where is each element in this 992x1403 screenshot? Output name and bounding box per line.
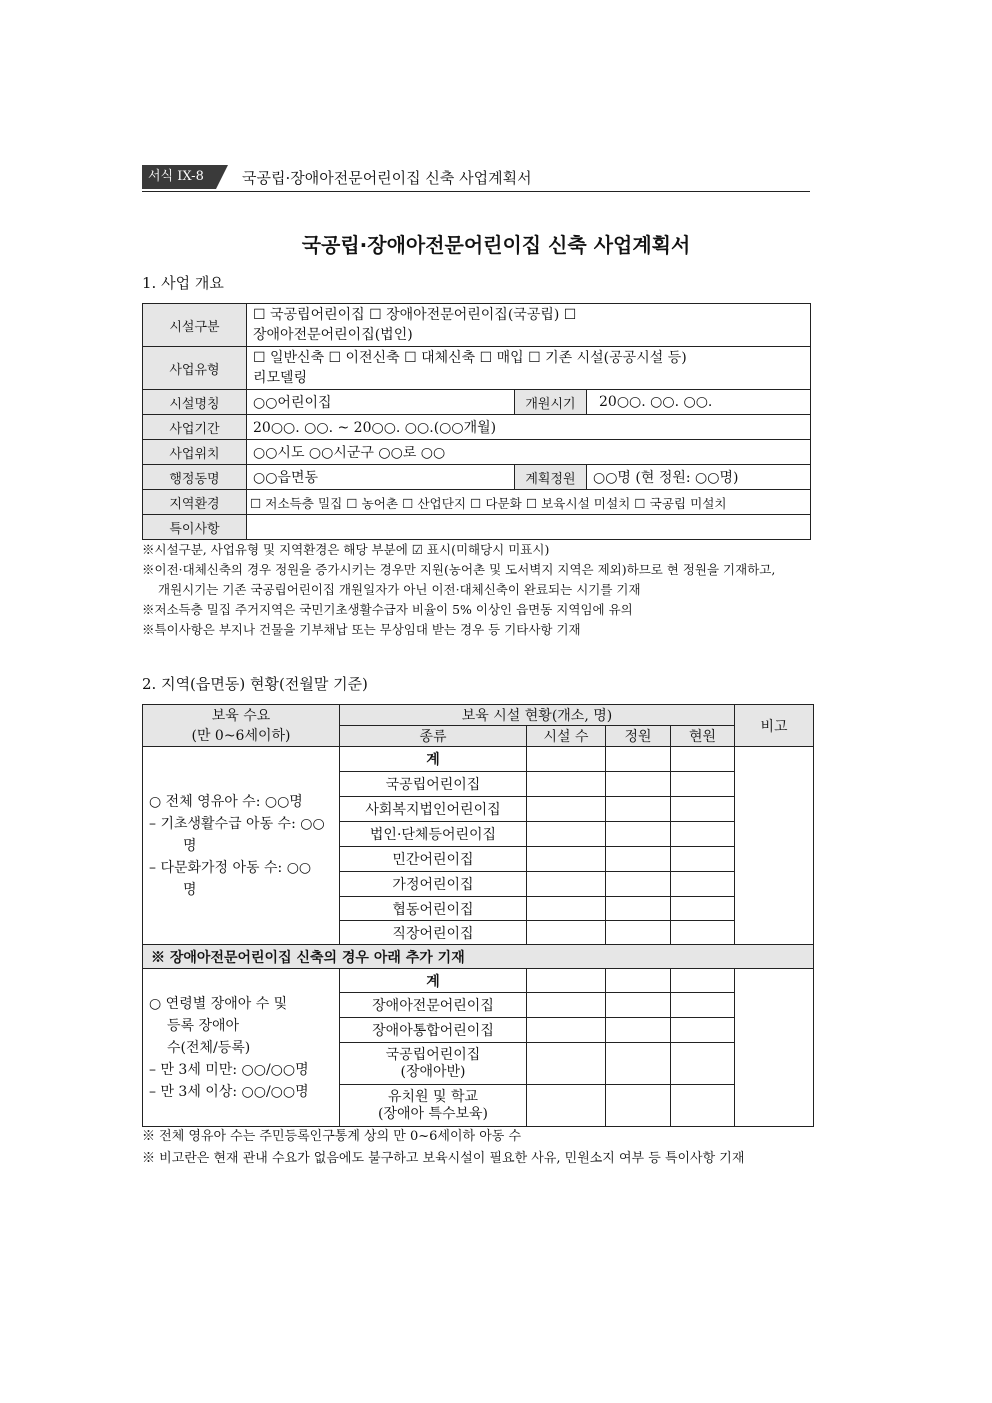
section1-notes [142,540,775,640]
section1-heading: 1. 사업 개요 [142,274,224,292]
note-item: ※ 전체 영유아 수는 주민등록인구통계 상의 만 0~6세이하 아동 수 [142,1129,522,1144]
capacity-cell [606,747,671,772]
remarks-cell [735,969,814,1127]
count-cell [527,822,606,847]
special-label: 특이사항 [143,515,247,540]
current-header: 현원 [671,726,735,747]
current-cell [671,993,735,1018]
current-cell [671,921,735,945]
count-cell [527,993,606,1018]
row-business-type [143,347,811,390]
capacity-cell [606,847,671,872]
section2-heading: 2. 지역(읍면동) 현황(전월말 기준) [142,675,368,693]
kind-header: 종류 [340,726,527,747]
environment-label: 지역환경 [143,490,247,515]
note-item: ※시설구분, 사업유형 및 지역환경은 해당 부분에 ☑ 표시(미해당시 미표시) [142,542,550,557]
facility-type-value [247,304,811,347]
capacity-cell [606,822,671,847]
count-cell [527,969,606,993]
row-special [143,515,811,540]
table-row [143,969,814,993]
head-row-1 [143,705,814,726]
capacity-cell [606,772,671,797]
capacity-cell [606,993,671,1018]
count-cell [527,921,606,945]
count-cell [527,797,606,822]
row-district [143,465,811,490]
period-value: 20○○. ○○. ~ 20○○. ○○.(○○개월) [247,415,811,440]
demand-line: ○ 연령별 장애아 수 및 [149,995,288,1012]
capacity-cell [606,921,671,945]
note-item: ※ 비고란은 현재 관내 수요가 없음에도 불구하고 보육시설이 필요한 사유, 민원소지 여부 등 특이사항 기재 [142,1151,745,1166]
capacity-cell [606,969,671,993]
current-cell [671,1043,735,1085]
current-cell [671,772,735,797]
kind-cell [340,1043,527,1085]
district-value: ○○읍면동 [247,465,515,490]
capacity-header: 정원 [606,726,671,747]
demand-block2 [143,969,340,1127]
environment-value: ☐ 저소득층 밀집 ☐ 농어촌 ☐ 산업단지 ☐ 다문화 ☐ 보육시설 미설치 ☐ 국공립 미설치 [247,490,811,515]
count-cell [527,1085,606,1127]
demand-header [143,705,340,747]
kind-cell: 협동어린이집 [340,897,527,921]
business-type-label: 사업유형 [143,347,247,390]
demand-line: – 다문화가정 아동 수: ○○ [149,859,312,876]
disabled-divider: ※ 장애아전문어린이집 신축의 경우 아래 추가 기재 [143,945,814,969]
count-cell [527,847,606,872]
count-cell [527,747,606,772]
divider-row [143,945,814,969]
capacity-cell [606,1043,671,1085]
facility-type-line2: 장애아전문어린이집(법인) [253,327,413,343]
capacity-cell [606,872,671,897]
capacity-cell [606,1085,671,1127]
facility-type-line1: ☐ 국공립어린이집 ☐ 장애아전문어린이집(국공립) ☐ [253,307,577,323]
note-item: ※이전·대체신축의 경우 정원을 증가시키는 경우만 지원(농어촌 및 도서벽지 지역은 제외)하므로 현 정원을 기재하고, [142,562,776,577]
status-header: 보육 시설 현황(개소, 명) [340,705,735,726]
count-cell [527,897,606,921]
business-type-line1: ☐ 일반신축 ☐ 이전신축 ☐ 대체신축 ☐ 매입 ☐ 기존 시설(공공시설 등) [253,350,687,366]
kind-cell: 계 [340,747,527,772]
kind-line2: (장애아반) [400,1063,466,1080]
kind-cell [340,1085,527,1127]
current-cell [671,747,735,772]
current-cell [671,847,735,872]
demand-header-line1: 보육 수요 [211,707,271,724]
form-tag-slant [216,165,228,189]
demand-line: – 만 3세 이상: ○○/○○명 [149,1083,309,1100]
opening-date-label: 개원시기 [515,390,587,415]
kind-cell: 계 [340,969,527,993]
row-facility-type [143,304,811,347]
overview-table [142,303,811,540]
demand-line: – 만 3세 미만: ○○/○○명 [149,1061,309,1078]
document-title: 국공립·장애아전문어린이집 신축 사업계획서 [301,233,691,257]
kind-cell: 장애아전문어린이집 [340,993,527,1018]
kind-cell: 직장어린이집 [340,921,527,945]
current-cell [671,1018,735,1043]
capacity-cell [606,897,671,921]
facility-name-label: 시설명칭 [143,390,247,415]
header-title: 국공립·장애아전문어린이집 신축 사업계획서 [242,169,532,187]
row-environment [143,490,811,515]
capacity-cell [606,1018,671,1043]
demand-header-line2: (만 0~6세이하) [191,727,291,744]
planned-capacity-label: 계획정원 [515,465,587,490]
capacity-cell [606,797,671,822]
count-header: 시설 수 [527,726,606,747]
opening-date-value: 20○○. ○○. ○○. [587,390,811,415]
kind-cell: 법인·단체등어린이집 [340,822,527,847]
form-header [142,163,810,192]
demand-block1 [143,747,340,945]
business-type-line2: 리모델링 [253,370,308,386]
current-cell [671,897,735,921]
note-item: 개원시기는 기존 국공립어린이집 개원일자가 아닌 이전·대체신축이 완료되는 시기를 기재 [158,582,641,597]
count-cell [527,1018,606,1043]
kind-cell: 민간어린이집 [340,847,527,872]
count-cell [527,772,606,797]
facility-type-label: 시설구분 [143,304,247,347]
demand-line: 수(전체/등록) [167,1039,251,1056]
demand-line: 명 [183,881,197,898]
period-label: 사업기간 [143,415,247,440]
form-number-tag: 서식 IX-8 [142,165,216,189]
table-row [143,747,814,772]
current-cell [671,1085,735,1127]
demand-line: – 기초생활수급 아동 수: ○○ [149,815,325,832]
demand-line: 명 [183,837,197,854]
kind-cell: 사회복지법인어린이집 [340,797,527,822]
current-cell [671,872,735,897]
kind-line1: 유치원 및 학교 [387,1088,479,1105]
kind-line2: (장애아 특수보육) [377,1105,489,1122]
section2-notes [142,1126,744,1170]
remarks-header: 비고 [735,705,814,747]
kind-cell: 장애아통합어린이집 [340,1018,527,1043]
note-item: ※특이사항은 부지나 건물을 기부채납 또는 무상임대 받는 경우 등 기타사항 기재 [142,622,581,637]
kind-cell: 가정어린이집 [340,872,527,897]
count-cell [527,872,606,897]
demand-line: 등록 장애아 [167,1017,240,1034]
current-cell [671,822,735,847]
row-location [143,440,811,465]
remarks-cell [735,747,814,945]
demand-line: ○ 전체 영유아 수: ○○명 [149,793,303,810]
current-cell [671,969,735,993]
row-facility-name [143,390,811,415]
kind-cell: 국공립어린이집 [340,772,527,797]
business-type-value [247,347,811,390]
current-cell [671,797,735,822]
note-item: ※저소득층 밀집 주거지역은 국민기초생활수급자 비율이 5% 이상인 읍면동 지역임에 유의 [142,602,633,617]
location-label: 사업위치 [143,440,247,465]
kind-line1: 국공립어린이집 [385,1046,481,1063]
row-period [143,415,811,440]
district-label: 행정동명 [143,465,247,490]
region-status-table [142,704,814,1127]
facility-name-value: ○○어린이집 [247,390,515,415]
planned-capacity-value: ○○명 (현 정원: ○○명) [587,465,811,490]
count-cell [527,1043,606,1085]
special-value [247,515,811,540]
location-value: ○○시도 ○○시군구 ○○로 ○○ [247,440,811,465]
